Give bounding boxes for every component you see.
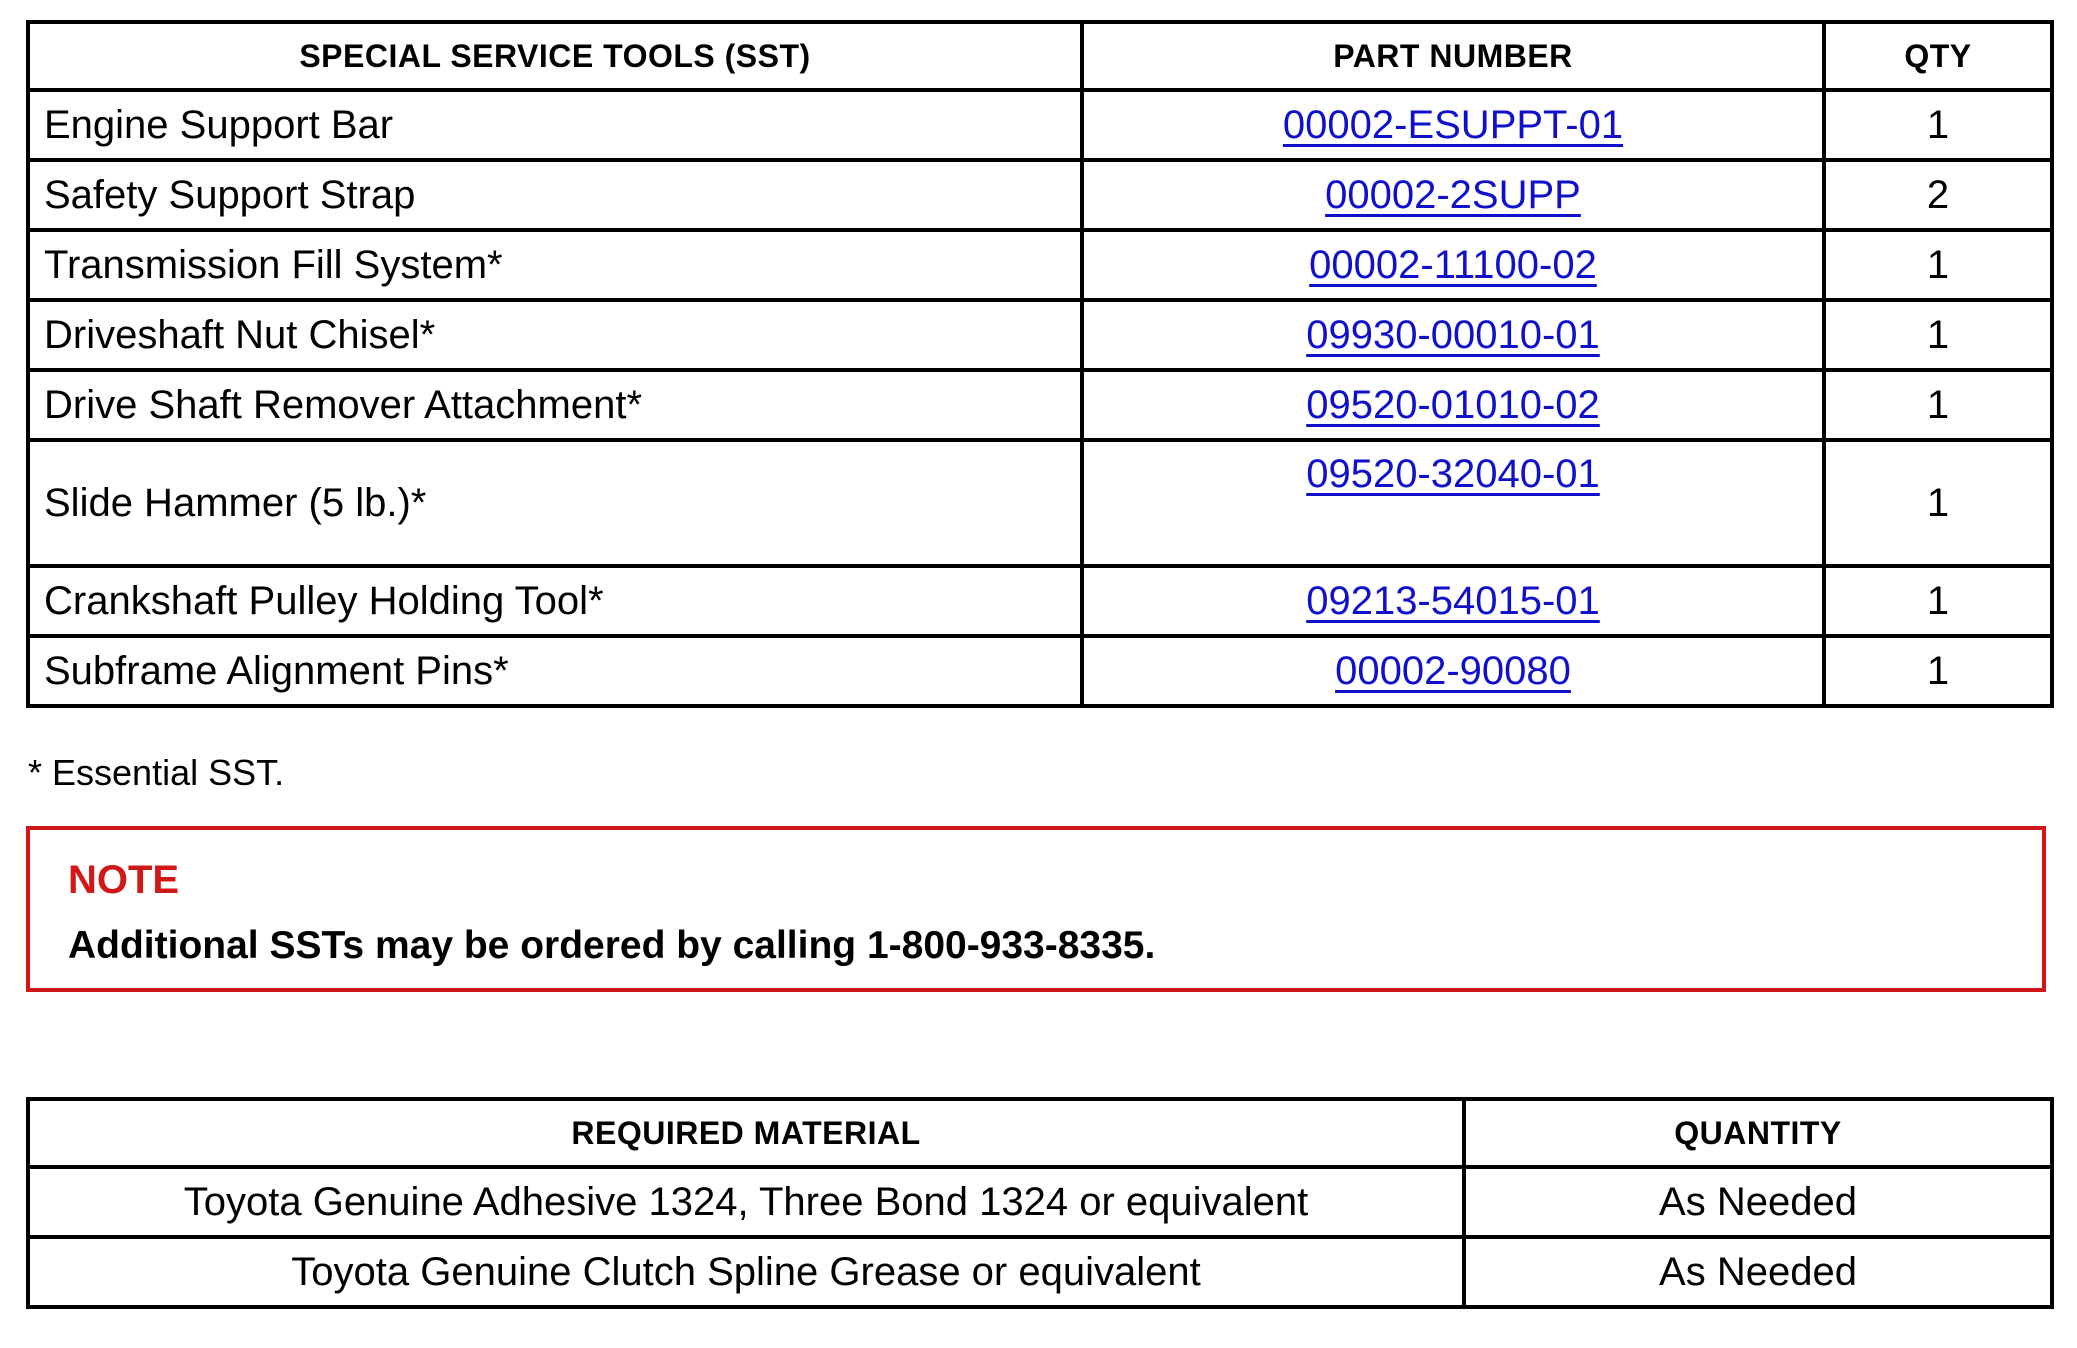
part-number-cell	[1082, 370, 1824, 440]
tool-qty: 1	[1824, 636, 2052, 706]
table-row	[28, 440, 2052, 566]
note-box	[26, 826, 2046, 992]
table-row	[28, 1237, 2052, 1307]
tool-qty: 2	[1824, 160, 2052, 230]
tool-qty: 1	[1824, 300, 2052, 370]
part-number-cell	[1082, 90, 1824, 160]
table-row	[28, 636, 2052, 706]
header-part-number: PART NUMBER	[1082, 22, 1824, 90]
tool-name: Driveshaft Nut Chisel*	[28, 300, 1082, 370]
required-material-table	[26, 1097, 2054, 1309]
table-row	[28, 160, 2052, 230]
part-number-link[interactable]: 09930-00010-01	[1306, 312, 1600, 357]
tool-name: Transmission Fill System*	[28, 230, 1082, 300]
material-quantity: As Needed	[1464, 1167, 2052, 1237]
tool-name: Crankshaft Pulley Holding Tool*	[28, 566, 1082, 636]
tool-name: Drive Shaft Remover Attachment*	[28, 370, 1082, 440]
table-row	[28, 370, 2052, 440]
table-row	[28, 90, 2052, 160]
table-row	[28, 1167, 2052, 1237]
part-number-cell	[1082, 300, 1824, 370]
table-header-row	[28, 22, 2052, 90]
part-number-link[interactable]: 00002-11100-02	[1309, 242, 1597, 287]
tool-name: Slide Hammer (5 lb.)*	[28, 440, 1082, 566]
note-text: Additional SSTs may be ordered by calling 1-800-933-8335.	[68, 924, 1156, 967]
part-number-link[interactable]: 00002-2SUPP	[1325, 172, 1581, 217]
part-number-cell	[1082, 440, 1824, 566]
part-number-cell	[1082, 636, 1824, 706]
tool-name: Engine Support Bar	[28, 90, 1082, 160]
material-name: Toyota Genuine Clutch Spline Grease or equivalent	[28, 1237, 1464, 1307]
part-number-link[interactable]: 00002-90080	[1335, 648, 1571, 693]
part-number-link[interactable]: 09213-54015-01	[1306, 578, 1600, 623]
table-header-row	[28, 1099, 2052, 1167]
header-qty: QTY	[1824, 22, 2052, 90]
material-quantity: As Needed	[1464, 1237, 2052, 1307]
header-material: REQUIRED MATERIAL	[28, 1099, 1464, 1167]
header-quantity: QUANTITY	[1464, 1099, 2052, 1167]
note-title: NOTE	[68, 858, 180, 902]
special-service-tools-table	[26, 20, 2054, 708]
material-name: Toyota Genuine Adhesive 1324, Three Bond 1324 or equivalent	[28, 1167, 1464, 1237]
part-number-cell	[1082, 160, 1824, 230]
part-number-link[interactable]: 00002-ESUPPT-01	[1282, 102, 1624, 147]
part-number-cell	[1082, 230, 1824, 300]
table-row	[28, 230, 2052, 300]
table-row	[28, 300, 2052, 370]
tool-name: Subframe Alignment Pins*	[28, 636, 1082, 706]
tool-qty: 1	[1824, 566, 2052, 636]
part-number-link[interactable]: 09520-01010-02	[1306, 382, 1600, 427]
part-number-cell	[1082, 566, 1824, 636]
part-number-link[interactable]: 09520-32040-01	[1306, 452, 1600, 496]
tool-name: Safety Support Strap	[28, 160, 1082, 230]
essential-sst-footnote: * Essential SST.	[28, 752, 285, 793]
tool-qty: 1	[1824, 90, 2052, 160]
tool-qty: 1	[1824, 440, 2052, 566]
tool-qty: 1	[1824, 230, 2052, 300]
table-row	[28, 566, 2052, 636]
tool-qty: 1	[1824, 370, 2052, 440]
header-tool: SPECIAL SERVICE TOOLS (SST)	[28, 22, 1082, 90]
